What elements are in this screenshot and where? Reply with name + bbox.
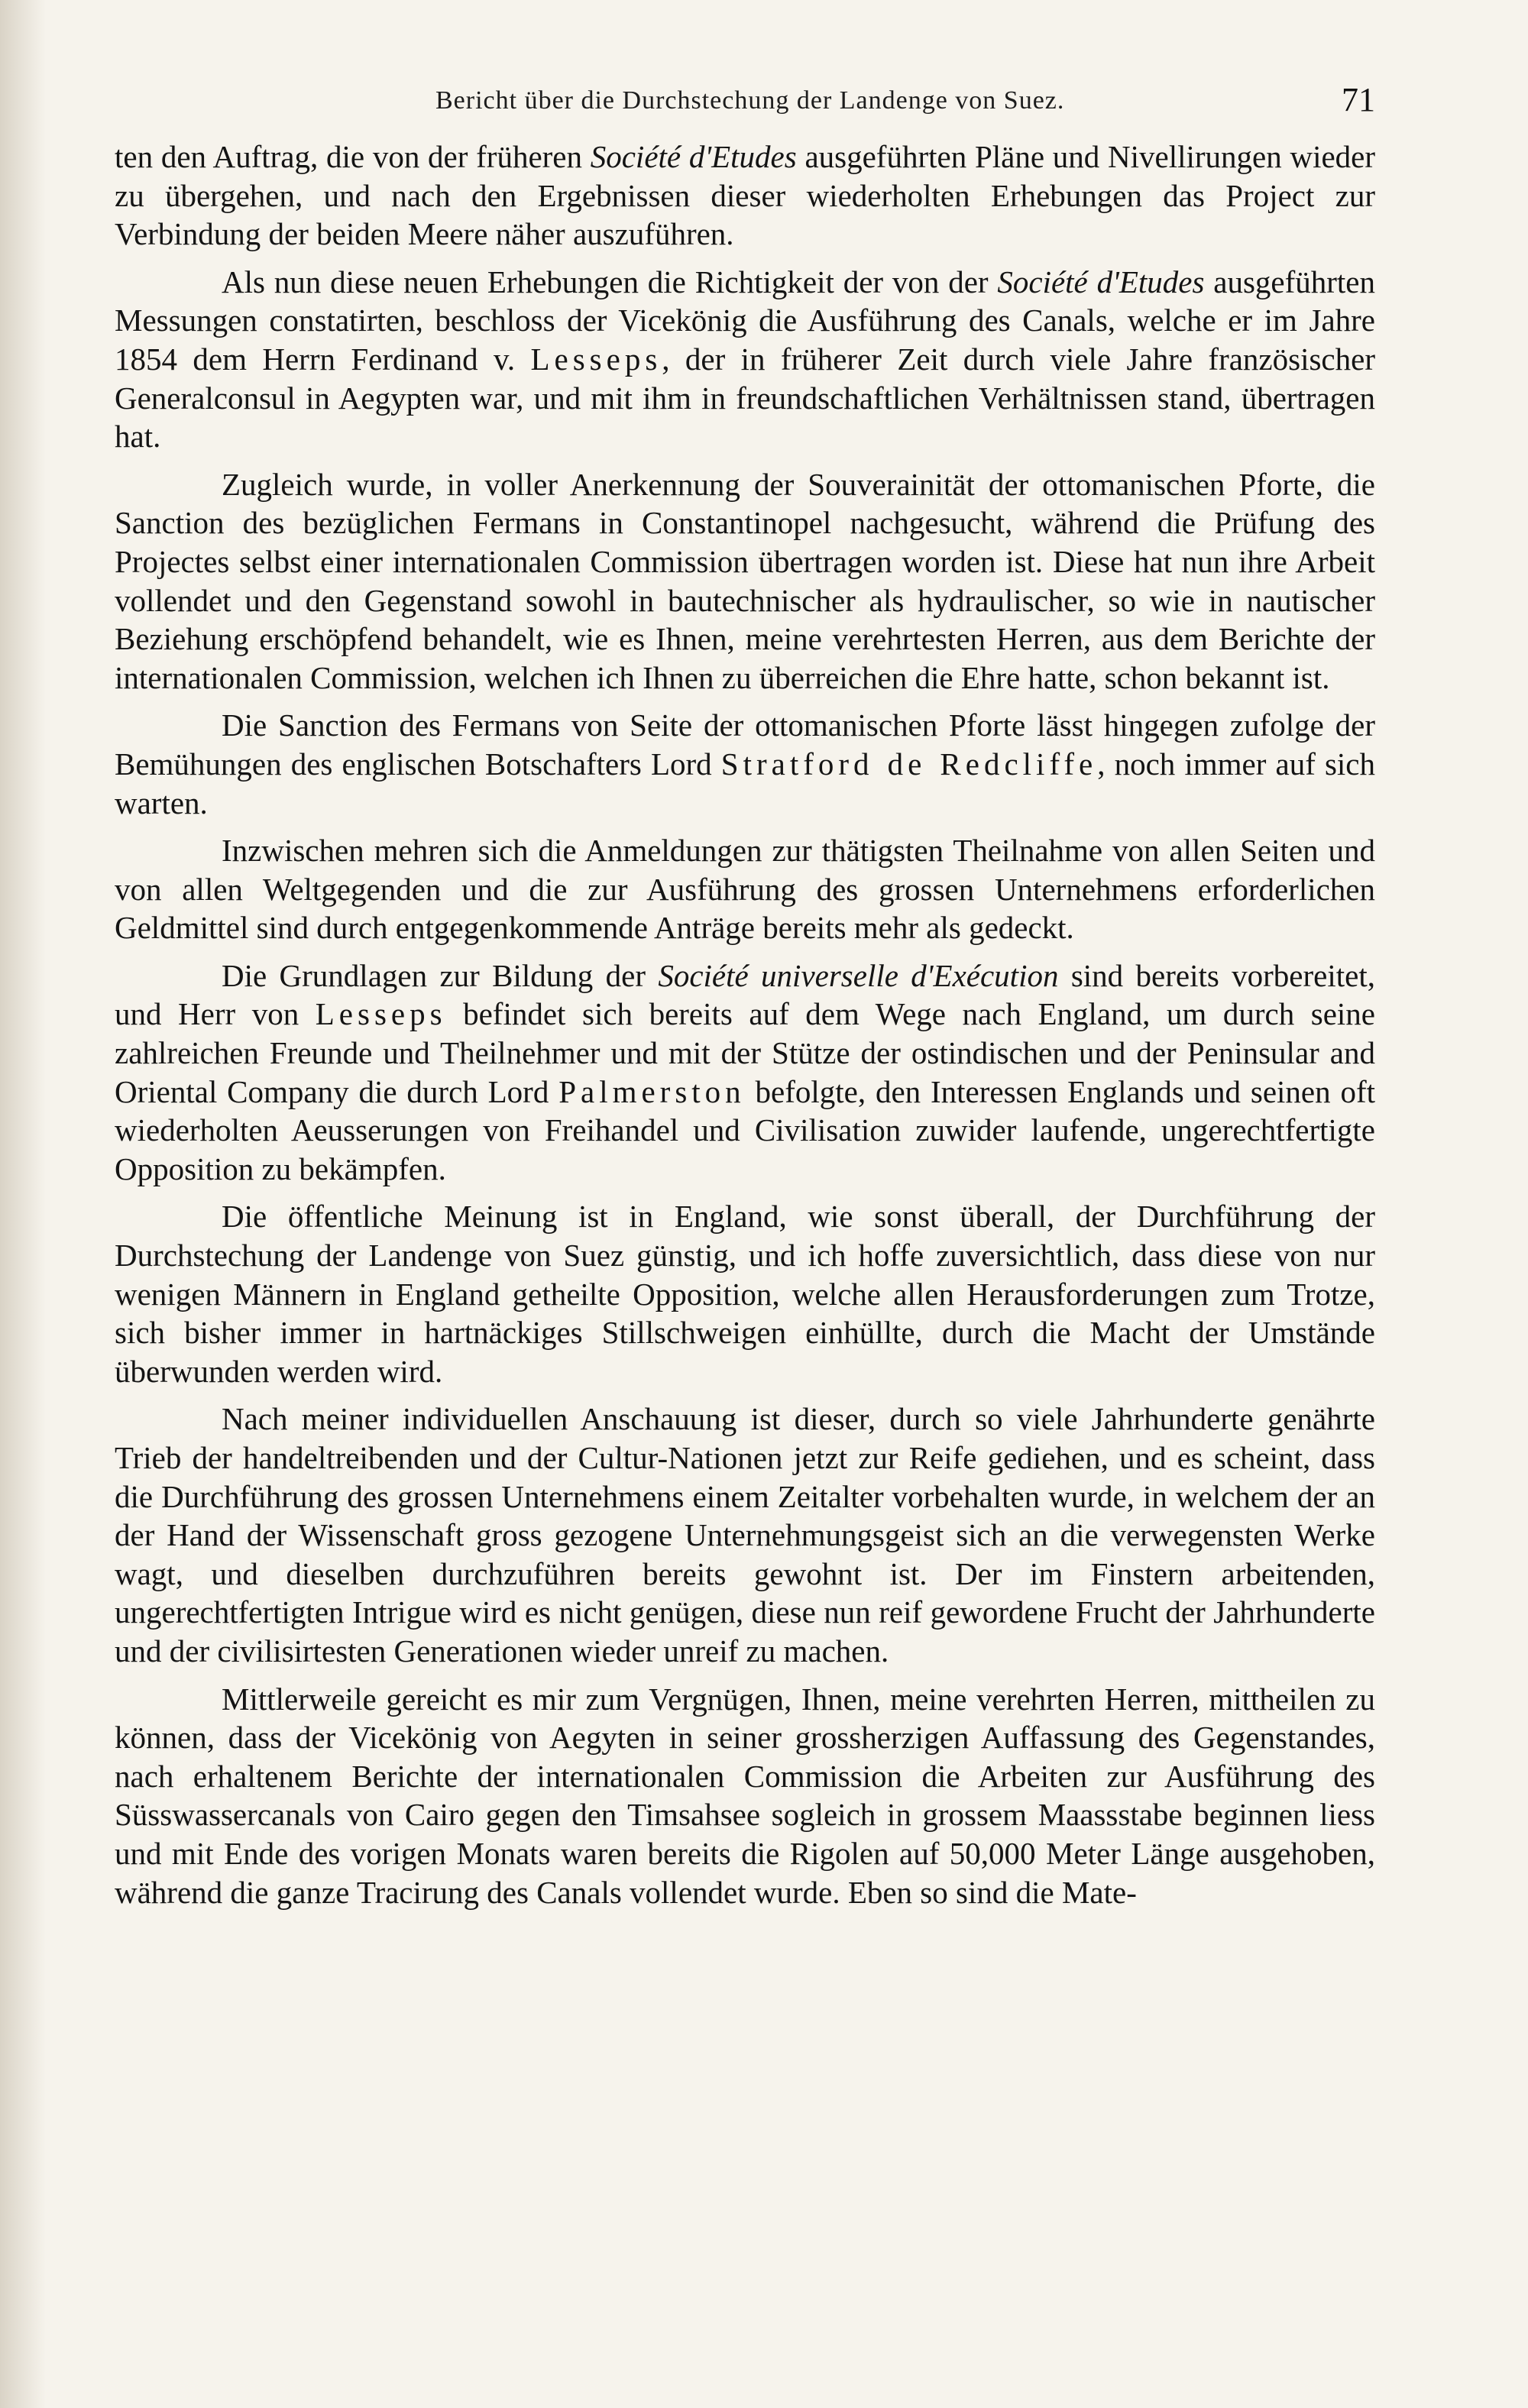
paragraph — [115, 465, 1375, 697]
page-number: 71 — [1342, 81, 1375, 118]
paragraph — [115, 1680, 1375, 1912]
running-title: Bericht über die Durchstechung der Landenge von Suez. — [435, 86, 1065, 115]
text-run: Nach meiner individuellen Anschauung ist dieser, durch so viele Jahrhunderte genährte Trieb der handeltreibenden und der Cultur-Nationen jetzt zur Reife gediehen, und es scheint, dass die Durchführung des grossen Unternehmens einem Zeitalter vorbehalten wurde, in welchem der an der Hand der Wissenschaft gross gezogene Unternehmungsgeist sich an die verwegensten Werke wagt, und dieselben durchzuführen bereits gewohnt ist. Der im Finstern arbeitenden, ungerechtfertigten Intrigue wird es nicht genügen, diese nun reif gewordene Frucht der Jahrhunderte und der civilisirtesten Generationen wieder unreif zu machen. — [115, 1401, 1375, 1668]
text-run: Die Sanction des Fermans von Seite der ottomanischen Pforte lässt hingegen zufolge der Bemühungen des englischen Botschafters Lord — [115, 707, 1375, 782]
text-run: Mittlerweile gereicht es mir zum Vergnügen, Ihnen, meine verehrten Herren, mittheilen zu können, dass der Vicekönig von Aegyten in seiner grossherzigen Auffassung des Gegenstandes, nach erhaltenem Berichte der internationalen Commission die Arbeiten zur Ausführung des Süsswassercanals von Cairo gegen den Timsahsee sogleich in grossem Maassstabe beginnen liess und mit Ende des vorigen Monats waren bereits die Rigolen auf 50,000 Meter Länge ausgehoben, während die ganze Tracirung des Canals vollendet wurde. Eben so sind die Mate- — [115, 1681, 1375, 1910]
text-run: Als nun diese neuen Erhebungen die Richtigkeit der von der — [222, 264, 998, 299]
text-run: befindet sich bereits auf dem Wege nach England, um durch seine zahlreichen Freunde und Theilnehmer und mit der Stütze der ostindischen und der Peninsular and Oriental Company die durch Lord — [115, 996, 1375, 1109]
italic-term: Société d'Etudes — [590, 139, 797, 174]
text-run: sind bereits vorbereitet, und Herr von — [115, 957, 1375, 1032]
text-run: Zugleich wurde, in voller Anerkennung der Souverainität der ottomanischen Pforte, die Sanction des bezüglichen Fermans in Constantinopel nachgesucht, während die Prüfung des Projectes selbst einer internationalen Commission übertragen worden ist. Diese hat nun ihre Arbeit vollendet und den Gegenstand sowohl in bautechnischer als hydraulischer, so wie in nautischer Beziehung erschöpfend behandelt, wie es Ihnen, meine verehrtesten Herren, aus dem Berichte der internationalen Commission, welchen ich Ihnen zu überreichen die Ehre hatte, schon bekannt ist. — [115, 466, 1375, 695]
italic-term: Société universelle d'Exécution — [658, 957, 1059, 993]
paragraph — [115, 831, 1375, 947]
italic-term: Société d'Etudes — [997, 264, 1205, 299]
spaced-name: Palmerston — [558, 1073, 746, 1109]
paragraph — [115, 956, 1375, 1189]
paragraph — [115, 138, 1375, 254]
spaced-name: Lesseps — [530, 341, 662, 377]
paragraph — [115, 1400, 1375, 1670]
body-text — [115, 138, 1375, 1921]
text-run: Inzwischen mehren sich die Anmeldungen zur thätigsten Theilnahme von allen Seiten und von allen Weltgegenden und die zur Ausführung des grossen Unternehmens erforderlichen Geldmittel sind durch entgegenkommende Anträge bereits mehr als gedeckt. — [115, 833, 1375, 946]
text-run: ausgeführten Pläne und Nivellirungen wieder zu übergehen, und nach den Ergebnissen dieser wiederholten Erhebungen das Project zur Verbindung der beiden Meere näher auszuführen. — [115, 139, 1376, 252]
spine-shadow — [0, 0, 46, 2408]
text-run: ten den Auftrag, die von der früheren — [115, 139, 591, 174]
paragraph — [115, 706, 1375, 822]
text-run: , der in früherer Zeit durch viele Jahre französischer Generalconsul in Aegypten war, und mit ihm in freundschaftlichen Verhältnissen stand, übertragen hat. — [115, 341, 1375, 455]
text-run: befolgte, den Interessen Englands und seinen oft wiederholten Aeusserungen von Freihandel und Civilisation zuwider laufende, ungerechtfertigte Opposition zu bekämpfen. — [115, 1073, 1376, 1186]
text-run: Die Grundlagen zur Bildung der — [222, 957, 659, 993]
text-run: , noch immer auf sich warten. — [115, 746, 1375, 820]
text-run: ausgeführten Messungen constatirten, beschloss der Vicekönig die Ausführung des Canals, welche er im Jahre 1854 dem Herrn Ferdinand v. — [115, 264, 1376, 377]
spaced-name: Stratford de Redcliffe — [720, 746, 1098, 782]
paragraph — [115, 263, 1375, 456]
spaced-name: Lesseps — [315, 996, 447, 1032]
text-run: Die öffentliche Meinung ist in England, wie sonst überall, der Durchführung der Durchstechung der Landenge von Suez günstig, und ich hoffe zuversichtlich, dass diese von nur wenigen Männern in England getheilte Opposition, welche allen Herausforderungen zum Trotze, sich bisher immer in hartnäckiges Stillschweigen einhüllte, durch die Macht der Umstände überwunden werden wird. — [115, 1199, 1375, 1389]
page-header — [115, 80, 1375, 134]
paragraph — [115, 1197, 1375, 1390]
